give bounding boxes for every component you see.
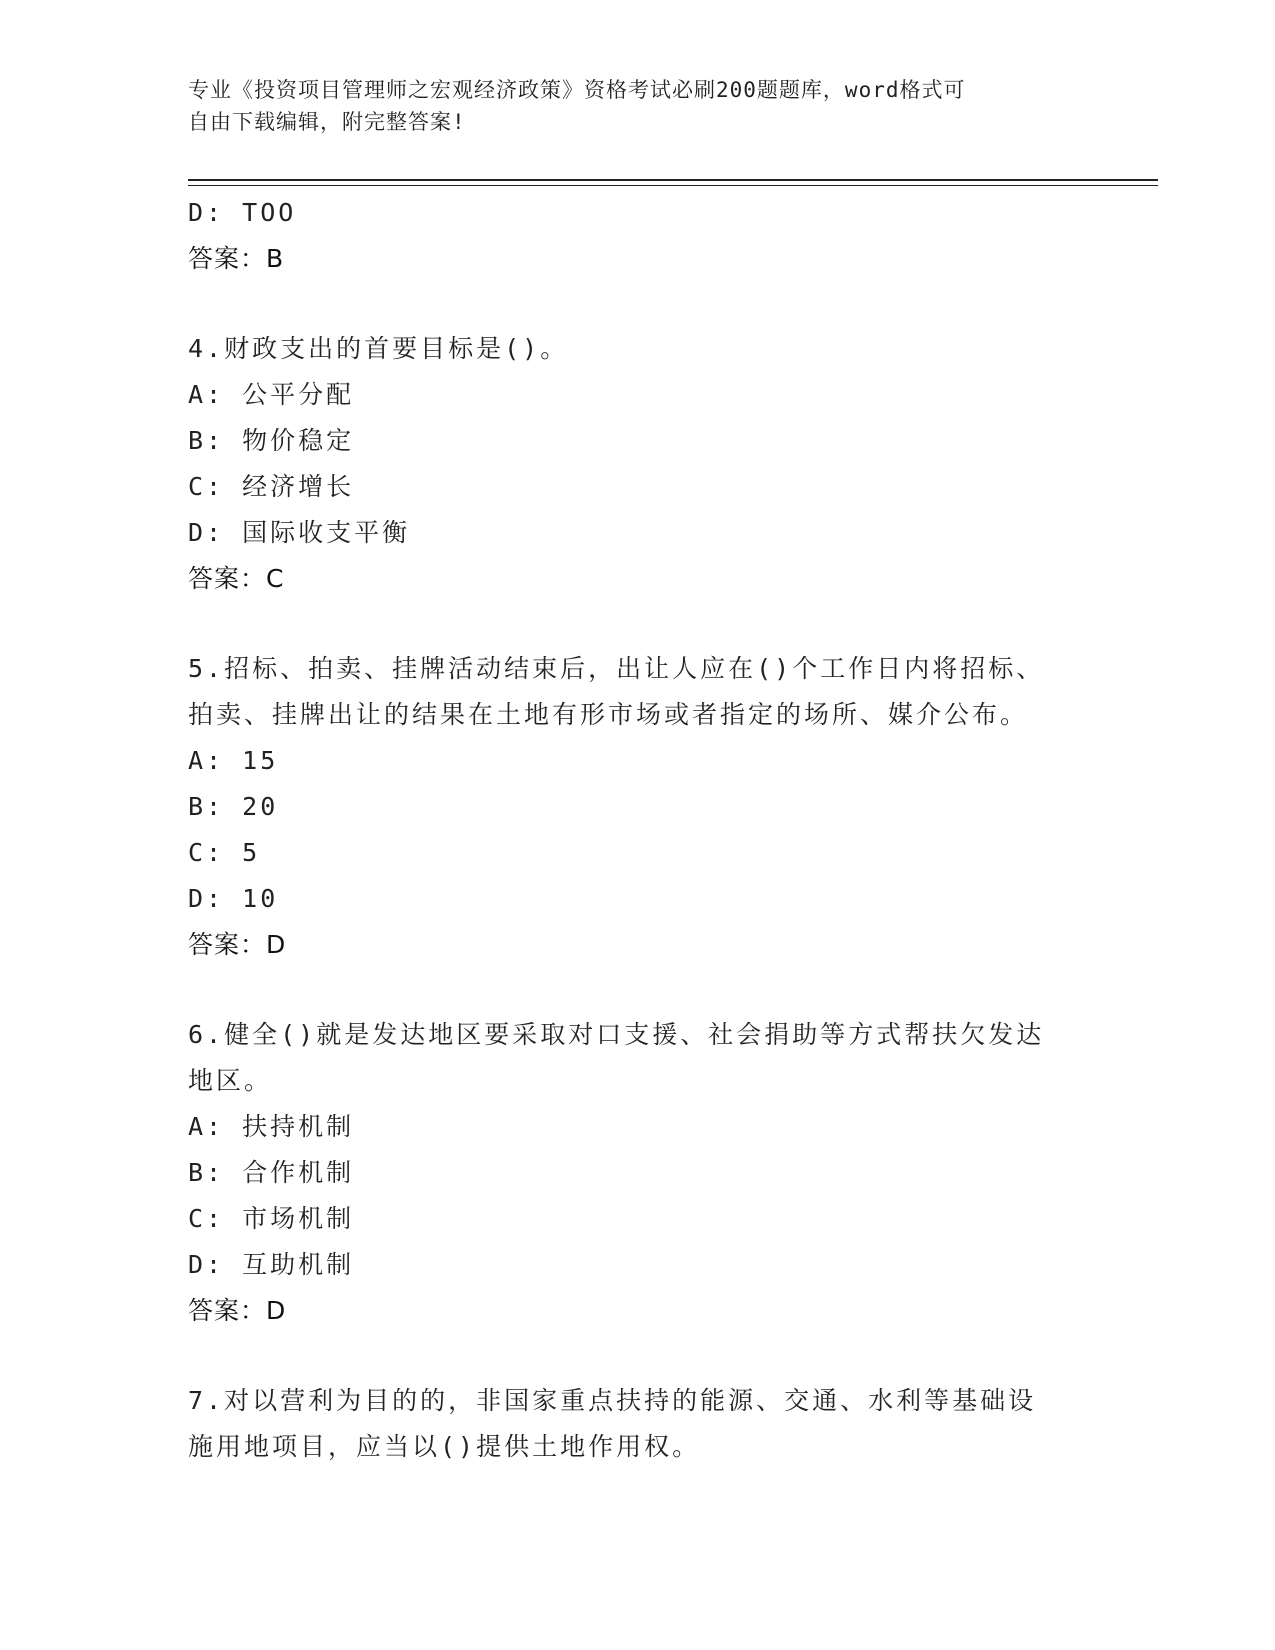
question-text-continued: 地区。 xyxy=(188,1066,273,1095)
option-a: A: 扶持机制 xyxy=(188,1112,355,1141)
question-7 xyxy=(188,1378,1088,1470)
option-b: B: 20 xyxy=(188,792,279,821)
answer-line: 答案：C xyxy=(188,564,285,593)
option-a: A: 公平分配 xyxy=(188,380,355,409)
option-b: B: 物价稳定 xyxy=(188,426,355,455)
option-c: C: 市场机制 xyxy=(188,1204,355,1233)
question-text: 4.财政支出的首要目标是()。 xyxy=(188,334,569,363)
option-d: D: TOO xyxy=(188,198,297,227)
question-4 xyxy=(188,326,1088,602)
header-line-2: 自由下载编辑，附完整答案! xyxy=(188,110,466,134)
question-text: 5.招标、拍卖、挂牌活动结束后，出让人应在()个工作日内将招标、 xyxy=(188,654,1045,683)
question-text: 7.对以营利为目的的，非国家重点扶持的能源、交通、水利等基础设 xyxy=(188,1386,1037,1415)
question-text: 6.健全()就是发达地区要采取对口支援、社会捐助等方式帮扶欠发达 xyxy=(188,1020,1045,1049)
question-6 xyxy=(188,1012,1088,1334)
option-d: D: 国际收支平衡 xyxy=(188,518,411,547)
option-c: C: 5 xyxy=(188,838,261,867)
header-divider-thin xyxy=(188,185,1158,186)
carryover-question xyxy=(188,190,1088,282)
question-list xyxy=(188,190,1088,1470)
header-line-1: 专业《投资项目管理师之宏观经济政策》资格考试必刷200题题库，word格式可 xyxy=(188,78,966,102)
option-d: D: 互助机制 xyxy=(188,1250,355,1279)
question-text-continued: 拍卖、挂牌出让的结果在土地有形市场或者指定的场所、媒介公布。 xyxy=(188,700,1029,729)
document-header xyxy=(188,74,1088,138)
answer-line: 答案：D xyxy=(188,930,287,959)
header-divider-thick xyxy=(188,179,1158,181)
question-5 xyxy=(188,646,1088,968)
option-c: C: 经济增长 xyxy=(188,472,355,501)
option-b: B: 合作机制 xyxy=(188,1158,355,1187)
option-a: A: 15 xyxy=(188,746,279,775)
answer-line: 答案：D xyxy=(188,1296,287,1325)
answer-line: 答案：B xyxy=(188,244,285,273)
question-text-continued: 施用地项目，应当以()提供土地作用权。 xyxy=(188,1432,701,1461)
option-d: D: 10 xyxy=(188,884,279,913)
